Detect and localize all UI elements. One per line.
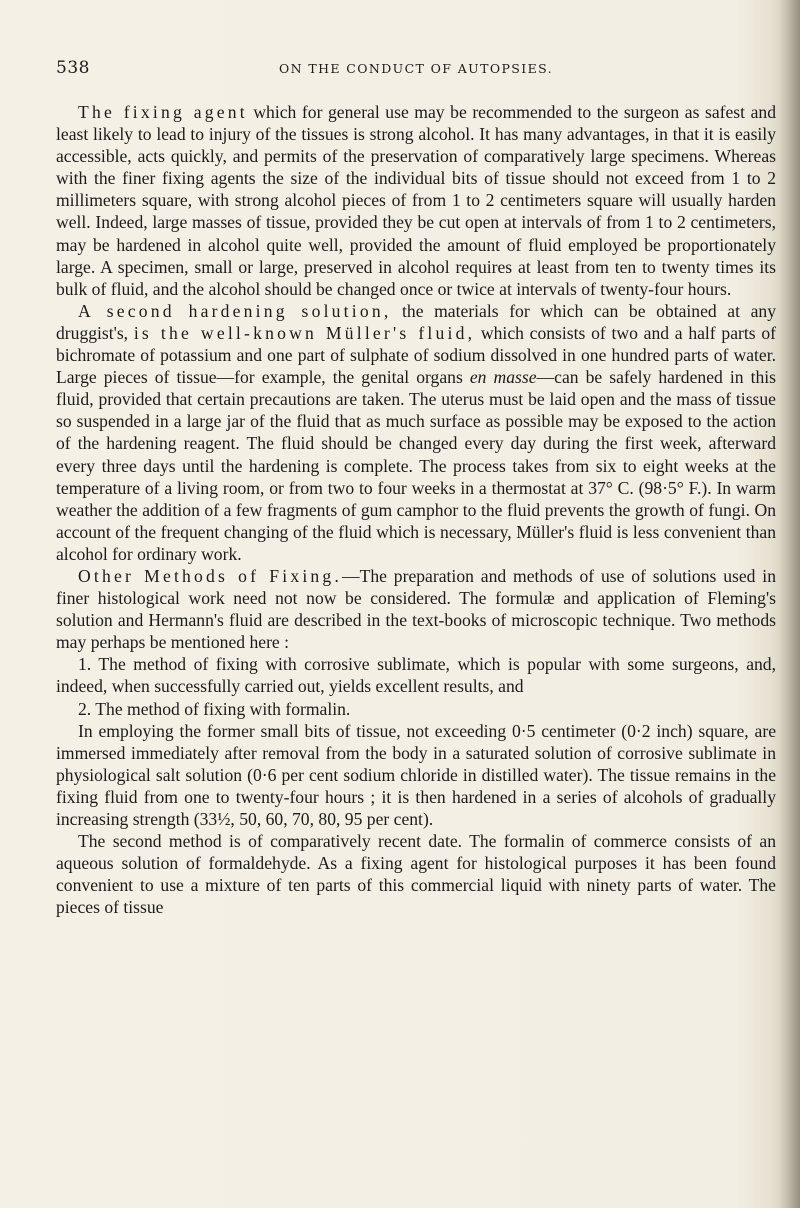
italic-phrase: en masse (469, 367, 537, 388)
paragraph-text: —can be safely hardened in this fluid, provided that certain precautions are taken. The uterus must be laid open and the mass of tissue so suspended in a large jar of the fluid that as much surface as possible may be exposed to the action of the hardening reagent. The fluid should be changed every day during the first week, afterward every three days until the hardening is complete. The process takes from six to eight weeks at the temperature of a living room, or from two to four weeks in a thermostat at 37° C. (98·5° F.). In warm weather the addition of a few fragments of gum camphor to the fluid prevents the growth of fungi. On account of the frequent changing of the fluid which is necessary, Müller's fluid is less convenient than alcohol for ordinary work. (56, 367, 777, 564)
paragraph-lead: The fixing agent (78, 102, 248, 122)
paragraph-fixing-agent (56, 101, 776, 300)
running-head: ON THE CONDUCT OF AUTOPSIES. (278, 61, 554, 76)
paragraph-lead: A second hardening solution, (78, 300, 392, 321)
paragraph-text: which for general use may be recommended to the surgeon as safest and least likely to lead to injury of the tissues is strong alcohol. It has many advantages, in that it is easily accessible, acts quickly, and permits of the preservation of comparatively large specimens. Whereas with the finer fixing agents the size of the individual bits of tissue should not exceed from 1 to 2 millimeters square, with strong alcohol pieces of from 1 to 2 centimeters square will usually harden well. Indeed, large masses of tissue, provided they be cut open at intervals of from 1 to 2 centimeters, may be hardened in alcohol quite well, provided the amount of fluid employed be proportionately large. A specimen, small or large, preserved in alcohol requires at least from ten to twenty times its bulk of fluid, and the alcohol should be changed once or twice at intervals of twenty-four hours. (56, 102, 776, 299)
paragraph-text: —The preparation and methods of use of solutions used in finer histological work need not now be considered. The formulæ and application of Fleming's solution and Hermann's fluid are described in the text-books of microscopic technique. Two methods may perhaps be mentioned here : (56, 565, 776, 653)
paragraph-text: which consists of two and a half parts of bichromate of potassium and one part of sulphate of sodium dissolved in one hundred parts of water. Large pieces of tissue—for example, the genital organs (56, 322, 776, 388)
paragraph-text: the materials for which can be obtained at any druggist's, (56, 300, 776, 343)
paragraph-other-methods (56, 565, 776, 653)
page-number: 538 (56, 58, 90, 78)
paragraph-sublimate: In employing the former small bits of tissue, not exceeding 0·5 centimeter (0·2 inch) square, are immersed immediately after removal from the body in a saturated solution of corrosive sublimate in physiological salt solution (0·6 per cent sodium chloride in distilled water). The tissue remains in the fixing fluid from one to twenty-four hours ; it is then hardened in a series of alcohols of gradually increasing strength (33½, 50, 60, 70, 80, 95 per cent). (56, 720, 776, 829)
page-edge-shadow (778, 0, 800, 1208)
mullers-fluid-phrase: is the well-known Müller's fluid, (133, 322, 476, 343)
paragraph-formalin: The second method is of comparatively recent date. The formalin of commerce consists of an aqueous solution of formaldehyde. As a fixing agent for histological purposes it has been found convenient to use a mixture of ten parts of this commercial liquid with ninety parts of water. The pieces of tissue (56, 831, 776, 918)
paragraph-lead: Other Methods of Fixing. (78, 565, 342, 586)
paragraph-second-solution (56, 300, 776, 565)
paragraph-method-1: 1. The method of fixing with corrosive sublimate, which is popular with some surgeons, and, indeed, when successfully carried out, yields excellent results, and (56, 654, 776, 697)
body-text (56, 101, 776, 918)
paragraph-method-2: 2. The method of fixing with formalin. (78, 698, 351, 719)
page-header (56, 58, 776, 82)
